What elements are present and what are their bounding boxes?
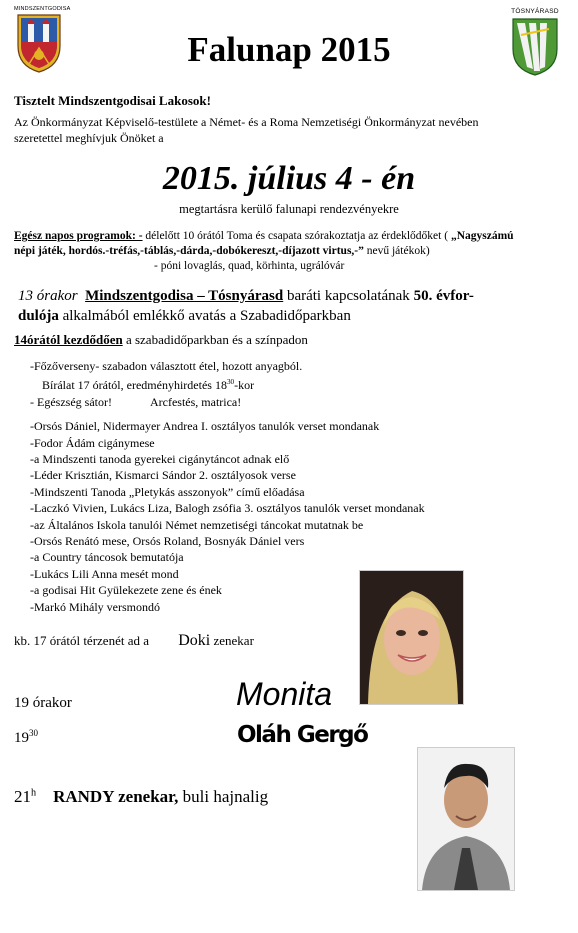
afternoon-start (14, 332, 308, 348)
anniversary-time: 13 órakor (18, 288, 78, 304)
anniversary-cont: dulója (18, 308, 59, 324)
event-date-headline: 2015. július 4 - én (162, 160, 416, 197)
judging-suffix: -kor (234, 378, 255, 393)
greeting: Tisztelt Mindszentgodisai Lakosok! (14, 93, 211, 108)
all-day-label: Egész napos programok: - (14, 230, 143, 242)
health-tent (30, 394, 425, 410)
games-list-rest: népi játék, hordós.-tréfás,-táblás,-dárda,-dobókereszt,-díjazott virtus,-” (14, 245, 364, 257)
health-tent-text: - Egészség sátor! (30, 394, 112, 409)
anniversary-event (18, 286, 474, 326)
olah-gergo-photo (417, 747, 515, 891)
program-item: -a Mindszenti tanoda gyerekei cigánytáncot adnak elő (30, 452, 290, 467)
concert-suffix: zenekar (210, 633, 254, 648)
anniversary-number: 50. évfor- (413, 288, 474, 304)
time-1930-hour: 19 (14, 730, 29, 746)
cooking-contest: -Főzőverseny- szabadon választott étel, hozott anyagból. (30, 359, 303, 373)
concert-text: kb. 17 órától térzenét ad a (14, 633, 149, 648)
games-list-start: „Nagyszámú (450, 230, 514, 242)
randy-rest: buli hajnalig (178, 787, 269, 806)
invitation-line-1: Az Önkormányzat Képviselő-testülete a Német- és a Roma Nemzetiségi Önkormányzat nevében (14, 115, 479, 129)
judging-minutes: 30 (226, 378, 235, 387)
monita-photo (359, 570, 464, 705)
left-crest-caption: MINDSZENTGODISA (14, 6, 71, 12)
program-item: -Fodor Ádám cigánymese (30, 435, 155, 450)
event-subtitle: megtartásra kerülő falunapi rendezvényekre (179, 202, 399, 216)
face-painting-text: Arcfestés, matrica! (149, 394, 242, 409)
afternoon-rest: a szabadidőparkban és a színpadon (122, 332, 308, 347)
program-item: -a Country táncosok bemutatója (30, 550, 184, 565)
doki-band: Doki (178, 632, 211, 649)
program-item: -Orsós Dániel, Nidermayer Andrea I. osztályos tanulók verset mondanak (30, 419, 380, 434)
right-crest-caption: TÓSNYÁRASD (511, 8, 559, 15)
all-day-line-1 (14, 229, 514, 244)
all-day-text-2: nevű játékok) (363, 245, 430, 257)
program-item: -Laczkó Vivien, Lukács Liza, Balogh zsófia 3. osztályos tanulók verset mondanak (30, 501, 425, 516)
monita-name: Monita (236, 676, 333, 712)
all-day-programs (14, 229, 514, 274)
judging-time (30, 374, 425, 393)
anniversary-mid: baráti kapcsolatának (283, 288, 414, 304)
randy-line (14, 787, 268, 807)
all-day-line-3: - póni lovaglás, quad, körhinta, ugrálóvár (154, 260, 345, 272)
judging-text: Bírálat 17 órától, eredményhirdetés 18 (42, 378, 227, 393)
tosnyarasd-coat-of-arms-icon (503, 15, 567, 77)
time-21-hour: 21 (14, 787, 31, 806)
anniversary-places: Mindszentgodisa – Tósnyárasd (85, 288, 284, 304)
olah-gergo-name: Oláh Gergő (237, 722, 368, 748)
time-1930-minutes: 30 (29, 728, 38, 738)
afternoon-label: 14órától kezdődően (14, 332, 123, 347)
anniversary-line-1 (18, 286, 474, 306)
all-day-line-2 (14, 244, 514, 259)
time-19: 19 órakor (14, 695, 72, 711)
time-21-suffix: h (31, 787, 37, 799)
concert-line (14, 632, 254, 650)
program-item: -Orsós Renátó mese, Orsós Roland, Bosnyák Dániel vers (30, 534, 305, 549)
all-day-text-1: délelőtt 10 órától Toma és csapata szórakoztatja az érdeklődőket ( (142, 230, 451, 242)
program-item: -a godisai Hit Gyülekezete zene és ének (30, 583, 222, 598)
program-item: -Léder Krisztián, Kismarci Sándor 2. osztályosok verse (30, 468, 296, 483)
anniversary-rest: alkalmából emlékkő avatás a Szabadidőparkban (58, 308, 351, 324)
anniversary-line-2 (18, 306, 474, 326)
program-item: -Lukács Lili Anna mesét mond (30, 566, 179, 581)
program-item: -Markó Mihály versmondó (30, 599, 160, 614)
randy-band: RANDY zenekar, (53, 787, 179, 806)
page-title: Falunap 2015 (187, 30, 391, 69)
monita-portrait-icon (360, 571, 463, 704)
tosnyarasd-crest (503, 8, 567, 82)
program-item: -Mindszenti Tanoda „Pletykás asszonyok” című előadása (30, 484, 305, 499)
program-item: -az Általános Iskola tanulói Német nemzetiségi táncokat mutatnak be (30, 517, 364, 532)
singer-portrait-icon (418, 748, 514, 890)
invitation-line-2: szeretettel meghívjuk Önöket a (14, 131, 164, 145)
time-1930 (14, 728, 38, 747)
invitation-text (14, 114, 479, 146)
